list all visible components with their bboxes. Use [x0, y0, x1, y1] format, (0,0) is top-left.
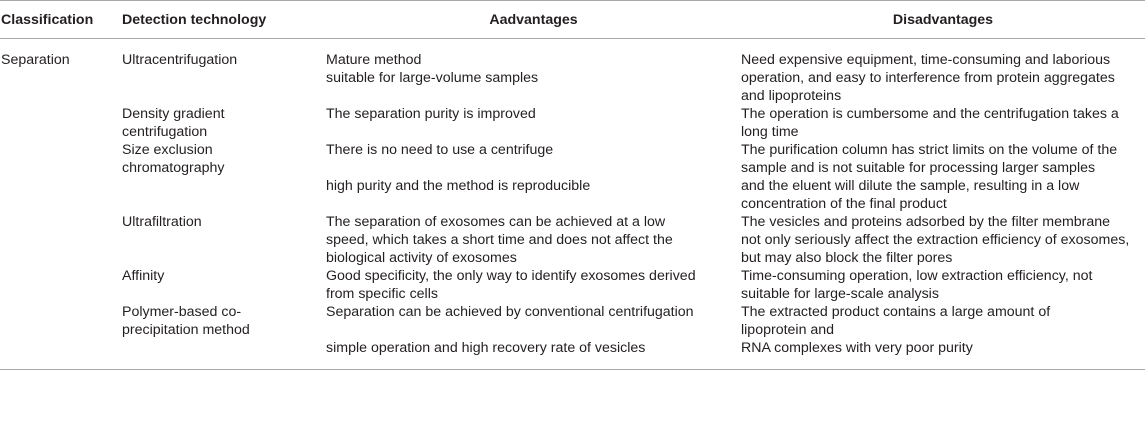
classification-text: Separation: [1, 52, 70, 68]
cell-spacer: [326, 321, 741, 339]
cell-disadvantages: [741, 105, 1145, 141]
cell-technology: [120, 141, 326, 213]
advantage-text: simple operation and high recovery rate of vesicles: [326, 340, 646, 356]
header-disadvantages: Disadvantages: [741, 1, 1145, 39]
table-row: [0, 303, 1145, 370]
advantage-text: Good specificity, the only way to identify exosomes derived: [326, 268, 696, 284]
cell-disadvantages: [741, 303, 1145, 370]
disadvantage-text: long time: [741, 124, 799, 140]
cell-advantages: [326, 213, 741, 267]
cell-classification: [0, 105, 120, 141]
disadvantage-text: lipoprotein and: [741, 322, 835, 338]
disadvantage-text: but may also block the filter pores: [741, 250, 953, 266]
cell-classification: [0, 141, 120, 213]
advantage-text: high purity and the method is reproducible: [326, 178, 591, 194]
table-row: [0, 141, 1145, 213]
disadvantage-text: suitable for large-scale analysis: [741, 286, 939, 302]
disadvantage-text: The vesicles and proteins adsorbed by the filter membrane: [741, 214, 1111, 230]
disadvantage-text: and the eluent will dilute the sample, resulting in a low: [741, 178, 1080, 194]
advantage-text: suitable for large-volume samples: [326, 70, 539, 86]
disadvantage-text: not only seriously affect the extraction efficiency of exosomes,: [741, 232, 1130, 248]
advantage-text: The separation of exosomes can be achieved at a low: [326, 214, 666, 230]
technology-text: Affinity: [122, 268, 165, 284]
cell-disadvantages: [741, 39, 1145, 106]
disadvantage-text: The operation is cumbersome and the centrifugation takes a: [741, 106, 1119, 122]
technology-text: Polymer-based co-: [122, 304, 242, 320]
advantage-text: The separation purity is improved: [326, 106, 536, 122]
disadvantage-text: sample and is not suitable for processing larger samples: [741, 160, 1096, 176]
header-advantages: Aadvantages: [326, 1, 741, 39]
disadvantage-text: The extracted product contains a large amount of: [741, 304, 1051, 320]
cell-advantages: [326, 39, 741, 106]
cell-classification: [0, 39, 120, 106]
technology-text: chromatography: [122, 160, 225, 176]
technology-text: centrifugation: [122, 124, 208, 140]
disadvantage-text: Time-consuming operation, low extraction efficiency, not: [741, 268, 1093, 284]
cell-advantages: [326, 105, 741, 141]
cell-advantages: [326, 303, 741, 370]
cell-classification: [0, 267, 120, 303]
disadvantage-text: operation, and easy to interference from protein aggregates: [741, 70, 1115, 86]
cell-advantages: [326, 141, 741, 213]
technology-text: Ultrafiltration: [122, 214, 202, 230]
disadvantage-text: The purification column has strict limits on the volume of the: [741, 142, 1118, 158]
cell-disadvantages: [741, 213, 1145, 267]
table-body: [0, 39, 1145, 370]
technology-text: Ultracentrifugation: [122, 52, 238, 68]
header-classification: Classification: [0, 1, 120, 39]
advantage-text: Separation can be achieved by conventional centrifugation: [326, 304, 694, 320]
cell-disadvantages: [741, 267, 1145, 303]
table-row: [0, 105, 1145, 141]
header-row: [0, 1, 1145, 39]
cell-technology: [120, 267, 326, 303]
table-row: [0, 267, 1145, 303]
table-row: [0, 39, 1145, 106]
technology-text: precipitation method: [122, 322, 250, 338]
advantage-text: from specific cells: [326, 286, 438, 302]
cell-classification: [0, 213, 120, 267]
cell-advantages: [326, 267, 741, 303]
advantage-text: There is no need to use a centrifuge: [326, 142, 554, 158]
table-row: [0, 213, 1145, 267]
cell-spacer: [326, 159, 741, 177]
disadvantage-text: RNA complexes with very poor purity: [741, 340, 973, 356]
cell-technology: [120, 105, 326, 141]
cell-classification: [0, 303, 120, 370]
header-technology: Detection technology: [120, 1, 326, 39]
disadvantage-text: Need expensive equipment, time-consuming and laborious: [741, 52, 1111, 68]
technology-text: Size exclusion: [122, 142, 213, 158]
disadvantage-text: and lipoproteins: [741, 88, 842, 104]
advantage-text: biological activity of exosomes: [326, 250, 517, 266]
disadvantage-text: concentration of the final product: [741, 196, 947, 212]
technology-text: Density gradient: [122, 106, 225, 122]
cell-technology: [120, 213, 326, 267]
cell-technology: [120, 303, 326, 370]
cell-technology: [120, 39, 326, 106]
advantage-text: Mature method: [326, 52, 422, 68]
advantage-text: speed, which takes a short time and does not affect the: [326, 232, 673, 248]
table-header: [0, 1, 1145, 39]
cell-disadvantages: [741, 141, 1145, 213]
